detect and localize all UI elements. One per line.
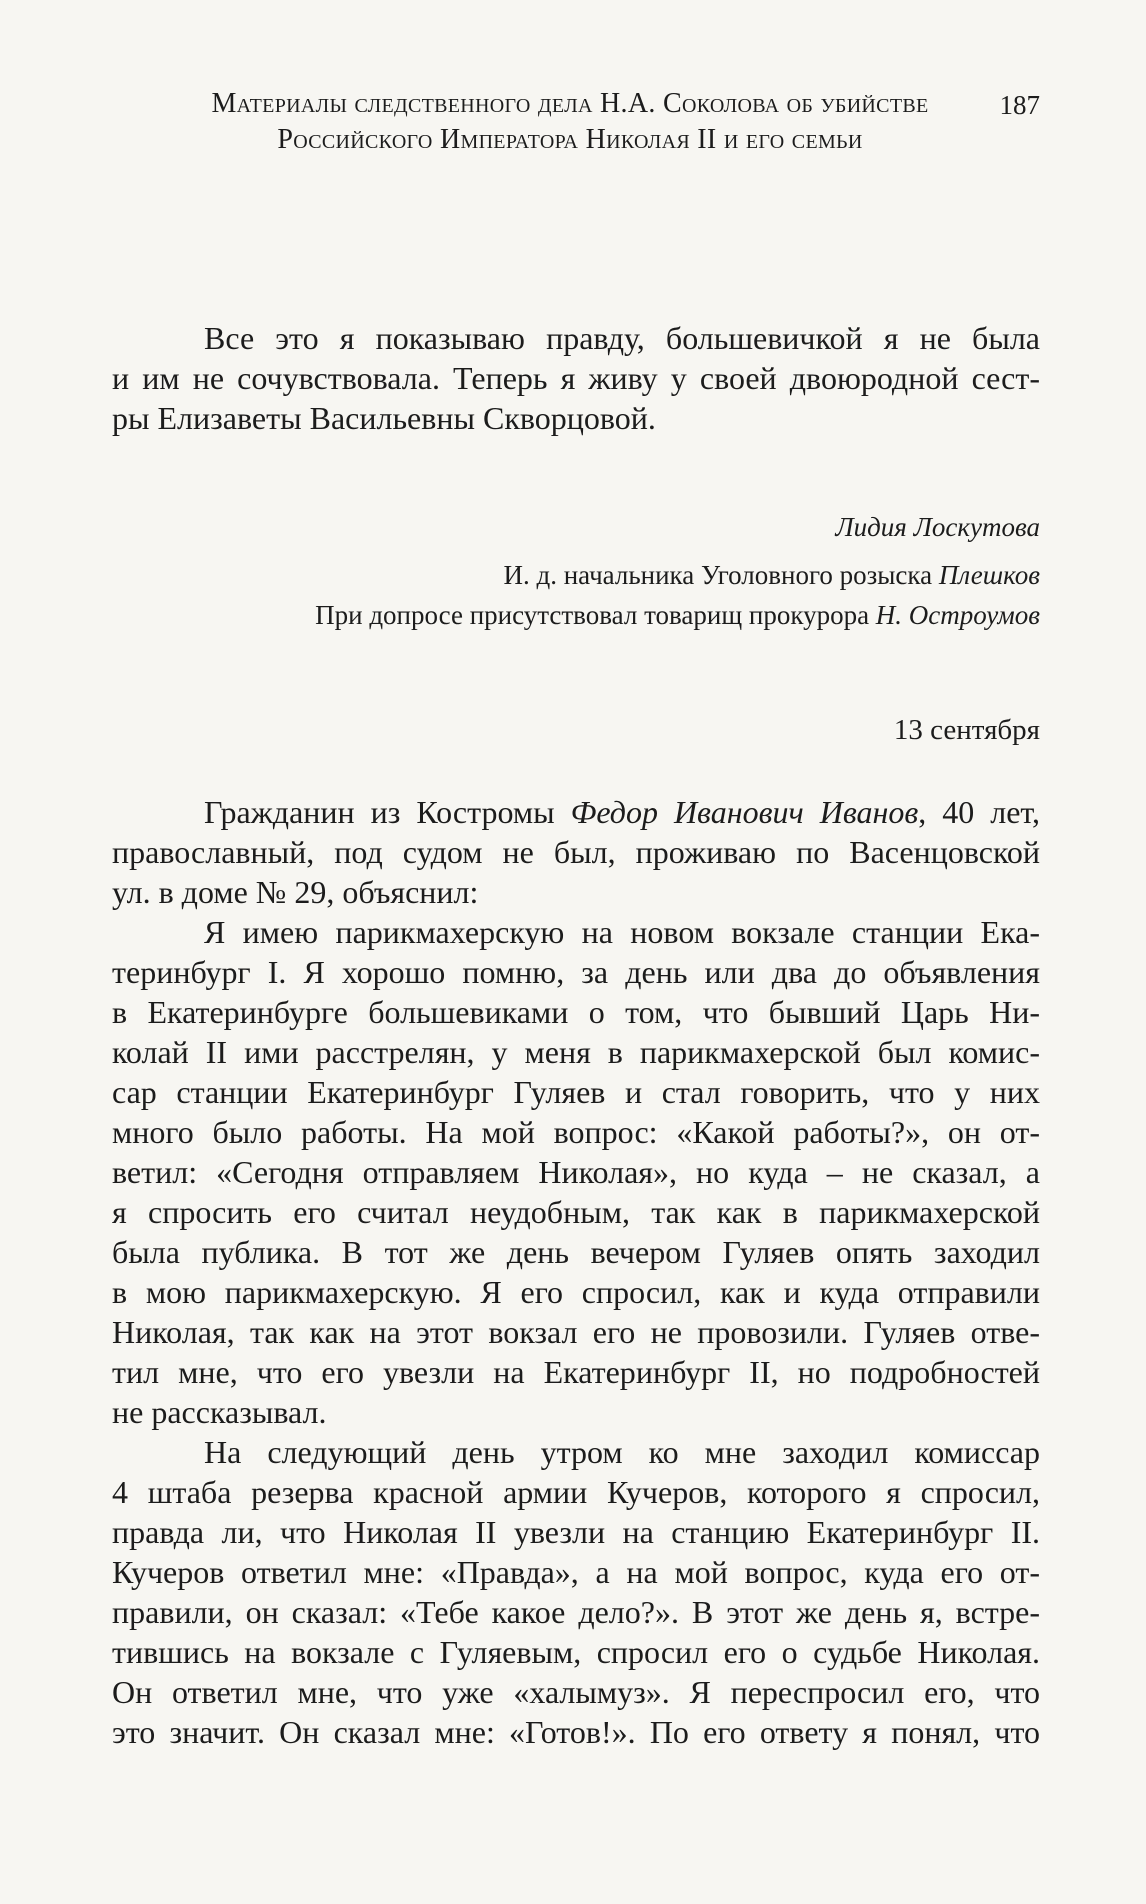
text-line: Он ответил мне, что уже «халымуз». Я переспросил его, что bbox=[112, 1674, 1040, 1710]
testimony-paragraph-1 bbox=[112, 912, 1040, 1432]
page-number: 187 bbox=[999, 90, 1040, 120]
prosecutor-name: Н. Остроумов bbox=[875, 600, 1040, 630]
text-line: в мою парикмахерскую. Я его спросил, как и куда отправили bbox=[112, 1274, 1040, 1310]
text-line: 4 штаба резерва красной армии Кучеров, которого я спросил, bbox=[112, 1474, 1040, 1510]
text-line: Я имею парикмахерскую на новом вокзале станции Ека- bbox=[204, 914, 1040, 950]
intro-suffix: , 40 лет, bbox=[918, 794, 1041, 830]
running-header-line-2: Российского Императора Николая II и его семьи bbox=[277, 124, 863, 155]
witness-intro-line-3: ул. в доме № 29, объяснил: bbox=[112, 874, 479, 910]
text-line: я спросить его считал неудобным, так как в парикмахерской bbox=[112, 1194, 1040, 1230]
running-header-line-1: Материалы следственного дела Н.А. Соколова об убийстве bbox=[211, 88, 929, 119]
text-line: в Екатеринбурге большевиками о том, что бывший Царь Ни- bbox=[112, 994, 1040, 1030]
running-header bbox=[150, 86, 990, 158]
official-role: И. д. начальника Уголовного розыска bbox=[503, 560, 933, 590]
text-line: колай II ими расстрелян, у меня в парикмахерской был комис- bbox=[112, 1034, 1040, 1070]
text-line: правда ли, что Николая II увезли на станцию Екатеринбург II. bbox=[112, 1514, 1040, 1550]
text-line: Все это я показываю правду, большевичкой я не была bbox=[204, 320, 1040, 356]
text-line: была публика. В тот же день вечером Гуляев опять заходил bbox=[112, 1234, 1040, 1270]
prosecutor-signature bbox=[315, 598, 1040, 632]
text-line: Николая, так как на этот вокзал его не провозили. Гуляев отве- bbox=[112, 1314, 1040, 1350]
text-line: правили, он сказал: «Тебе какое дело?». В этот же день я, встре- bbox=[112, 1594, 1040, 1630]
text-line: ры Елизаветы Васильевны Скворцовой. bbox=[112, 400, 656, 436]
witness-full-name: Федор Иванович Иванов bbox=[570, 794, 919, 830]
text-line: тившись на вокзале с Гуляевым, спросил его о судьбе Николая. bbox=[112, 1634, 1040, 1670]
testimony-paragraph-2 bbox=[112, 1432, 1040, 1752]
entry-date: 13 сентября bbox=[893, 714, 1040, 746]
text-line: тил мне, что его увезли на Екатеринбург II, но подробностей bbox=[112, 1354, 1040, 1390]
witness-signature bbox=[835, 510, 1040, 544]
text-line: На следующий день утром ко мне заходил комиссар bbox=[204, 1434, 1040, 1470]
text-line: много было работы. На мой вопрос: «Какой работы?», он от- bbox=[112, 1114, 1040, 1150]
intro-paragraph bbox=[112, 318, 1040, 438]
witness-intro-line-2: православный, под судом не был, проживаю по Васенцовской bbox=[112, 834, 1040, 870]
witness-name: Лидия Лоскутова bbox=[835, 512, 1040, 542]
text-line: и им не сочувствовала. Теперь я живу у своей двоюродной сест- bbox=[112, 360, 1040, 396]
text-line: теринбург I. Я хорошо помню, за день или два до объявления bbox=[112, 954, 1040, 990]
official-name: Плешков bbox=[938, 560, 1040, 590]
prosecutor-role: При допросе присутствовал товарищ прокурора bbox=[315, 600, 870, 630]
text-line: сар станции Екатеринбург Гуляев и стал говорить, что у них bbox=[112, 1074, 1040, 1110]
text-line: Кучеров ответил мне: «Правда», а на мой вопрос, куда его от- bbox=[112, 1554, 1040, 1590]
witness-intro bbox=[112, 792, 1040, 912]
witness-intro-line-1 bbox=[112, 792, 1040, 832]
text-line: это значит. Он сказал мне: «Готов!». По его ответу я понял, что bbox=[112, 1714, 1040, 1750]
text-line: не рассказывал. bbox=[112, 1394, 327, 1430]
intro-prefix: Гражданин из Костромы bbox=[204, 794, 555, 830]
official-signature bbox=[503, 558, 1040, 592]
text-line: ветил: «Сегодня отправляем Николая», но куда – не сказал, а bbox=[112, 1154, 1040, 1190]
